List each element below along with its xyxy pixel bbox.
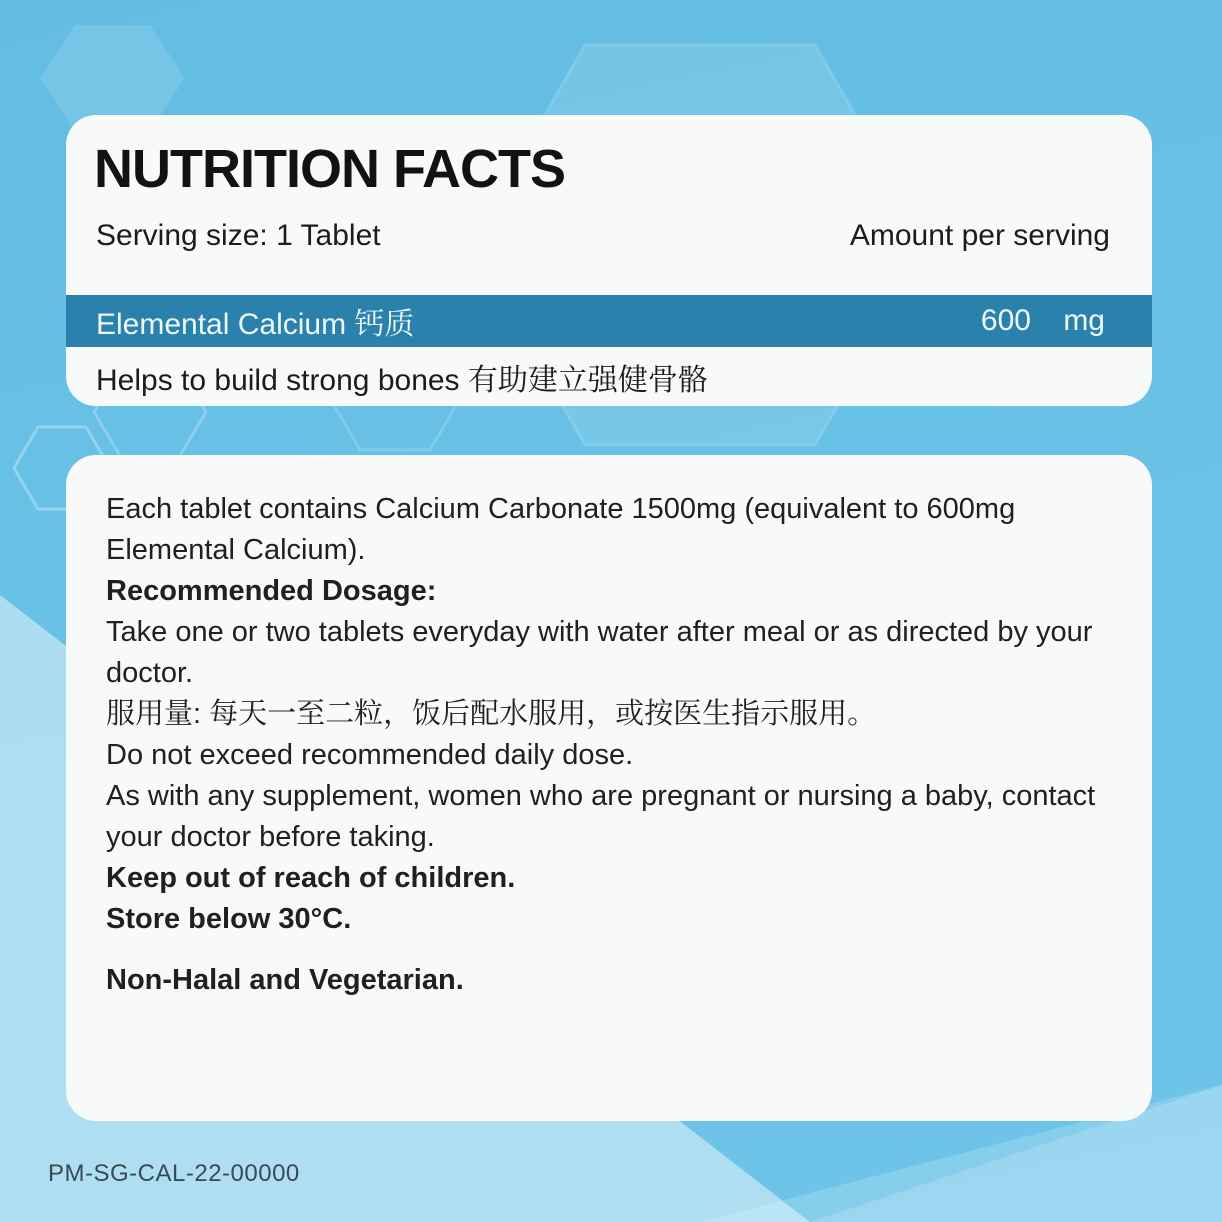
storage-instruction: Store below 30°C. [106,903,352,935]
dietary-note: Non-Halal and Vegetarian. [106,964,464,996]
amount-per-serving-label: Amount per serving [849,219,1110,253]
nutrition-facts-card [66,115,1152,406]
dosage-text-zh: 服用量: 每天一至二粒，饭后配水服用，或按医生指示服用。 [106,698,877,730]
benefit-text: Helps to build strong bones 有助建立强健骨骼 [96,363,708,397]
dosage-block [106,571,1104,735]
children-warning: Keep out of reach of children. [106,862,516,894]
dosage-text-en: Take one or two tablets everyday with water after meal or as directed by your doctor. [106,616,1093,689]
nutrition-facts-title: NUTRITION FACTS [94,139,565,199]
serving-size-label: Serving size: 1 Tablet [96,219,381,253]
supplement-info-card [66,455,1152,1121]
pregnancy-warning: As with any supplement, women who are pregnant or nursing a baby, contact your doctor before taking. [106,780,1096,853]
elemental-calcium-row [66,295,1152,347]
composition-text: Each tablet contains Calcium Carbonate 1500mg (equivalent to 600mg Elemental Calcium). [106,493,1016,566]
nutrient-unit: mg [1063,304,1105,337]
nutrient-amount [981,304,1105,338]
nutrient-name: Elemental Calcium 钙质 [96,308,415,341]
nutrient-value: 600 [980,304,1031,337]
product-code: PM-SG-CAL-22-00000 [48,1160,300,1187]
storage-block [106,858,1104,940]
dosage-heading: Recommended Dosage: [106,575,437,607]
serving-row [66,219,1152,253]
daily-dose-warning: Do not exceed recommended daily dose. [106,739,634,771]
